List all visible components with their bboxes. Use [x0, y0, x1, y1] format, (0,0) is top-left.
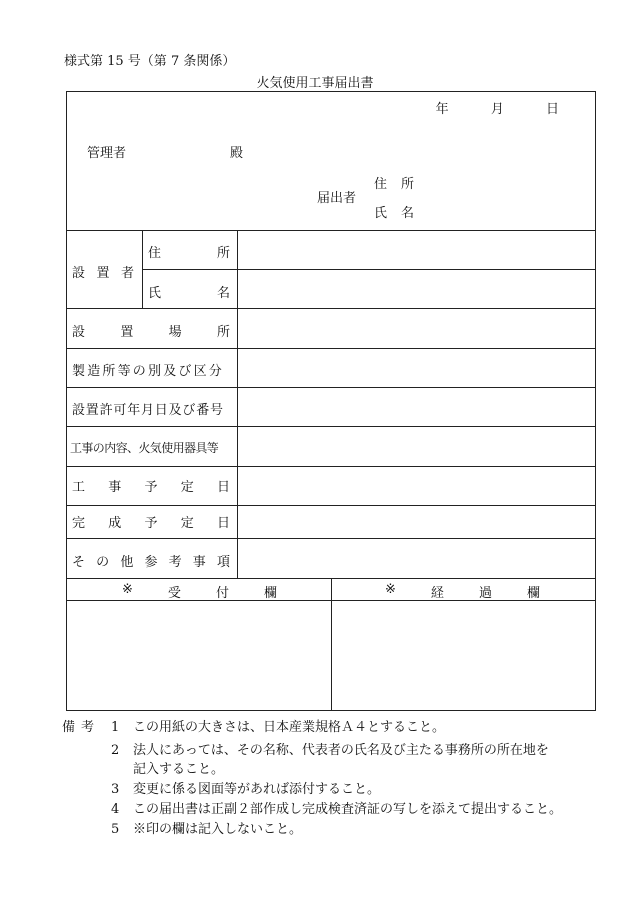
divider [142, 230, 143, 308]
divider [67, 308, 595, 309]
installer-name-label: 氏 名 [148, 286, 230, 301]
work-schedule-field[interactable] [243, 476, 587, 496]
facility-type-field[interactable] [243, 360, 587, 380]
note-item-continued: 記入すること。 [133, 762, 225, 777]
installer-label-char: 設 [72, 266, 86, 281]
note-item: 2 法人にあっては、その名称、代表者の氏名及び主たる事務所の所在地を [111, 743, 549, 758]
divider [237, 230, 238, 578]
divider [67, 466, 595, 467]
divider [142, 269, 595, 270]
divider [67, 348, 595, 349]
note-item: 3 変更に係る図面等があれば添付すること。 [111, 782, 381, 797]
row-label-facility-type: 製造所等の別及び区分 [72, 364, 225, 379]
work-contents-field[interactable] [243, 439, 587, 459]
installer-label [72, 262, 134, 281]
installation-place-field[interactable] [243, 321, 587, 341]
row-label-installation-place: 設 置 場 所 [72, 325, 230, 340]
permit-date-number-field[interactable] [243, 399, 587, 419]
reporter-name-label[interactable]: 氏名 [374, 206, 429, 221]
reception-column-header: ※ 受 付 欄 [122, 582, 277, 601]
divider [67, 505, 595, 506]
form-title: 火気使用工事届出書 [256, 76, 374, 91]
form-frame [66, 91, 596, 711]
note-item: 1 この用紙の大きさは、日本産業規格Ａ４とすること。 [111, 720, 446, 735]
divider [67, 387, 595, 388]
date-day-label: 日 [545, 102, 559, 117]
row-label-work-schedule: 工 事 予 定 日 [72, 480, 230, 495]
date-month-label: 月 [490, 102, 504, 117]
row-label-other-notes: そ の 他 参 考 事 項 [72, 555, 230, 570]
form-number: 様式第 15 号（第 7 条関係） [64, 54, 236, 69]
installer-label-char: 者 [120, 266, 134, 281]
divider [67, 230, 595, 231]
divider [67, 538, 595, 539]
row-label-permit-date-number: 設置許可年月日及び番号 [72, 403, 224, 418]
reporter-label: 届出者 [317, 191, 357, 206]
installer-address-field[interactable] [243, 242, 587, 262]
installer-address-label: 住 所 [148, 246, 230, 261]
honorific-label: 殿 [230, 146, 244, 161]
addressee-label: 管理者 [87, 146, 127, 161]
installer-label-char: 置 [96, 266, 110, 281]
completion-schedule-field[interactable] [243, 512, 587, 532]
other-notes-field[interactable] [243, 551, 587, 571]
row-label-work-contents: 工事の内容、火気使用器具等 [70, 441, 219, 455]
divider [67, 426, 595, 427]
installer-name-field[interactable] [243, 282, 587, 302]
note-item: 4 この届出書は正副２部作成し完成検査済証の写しを添えて提出すること。 [111, 802, 563, 817]
date-fields[interactable] [436, 98, 559, 117]
divider [331, 578, 332, 710]
progress-column-header: ※ 経 過 欄 [385, 582, 540, 601]
note-item: 5 ※印の欄は記入しないこと。 [111, 822, 303, 837]
reporter-address-label[interactable]: 住所 [374, 177, 429, 192]
row-label-completion-schedule: 完 成 予 定 日 [72, 516, 230, 531]
date-year-label: 年 [435, 102, 449, 117]
notes-heading: 備考 [62, 720, 101, 735]
